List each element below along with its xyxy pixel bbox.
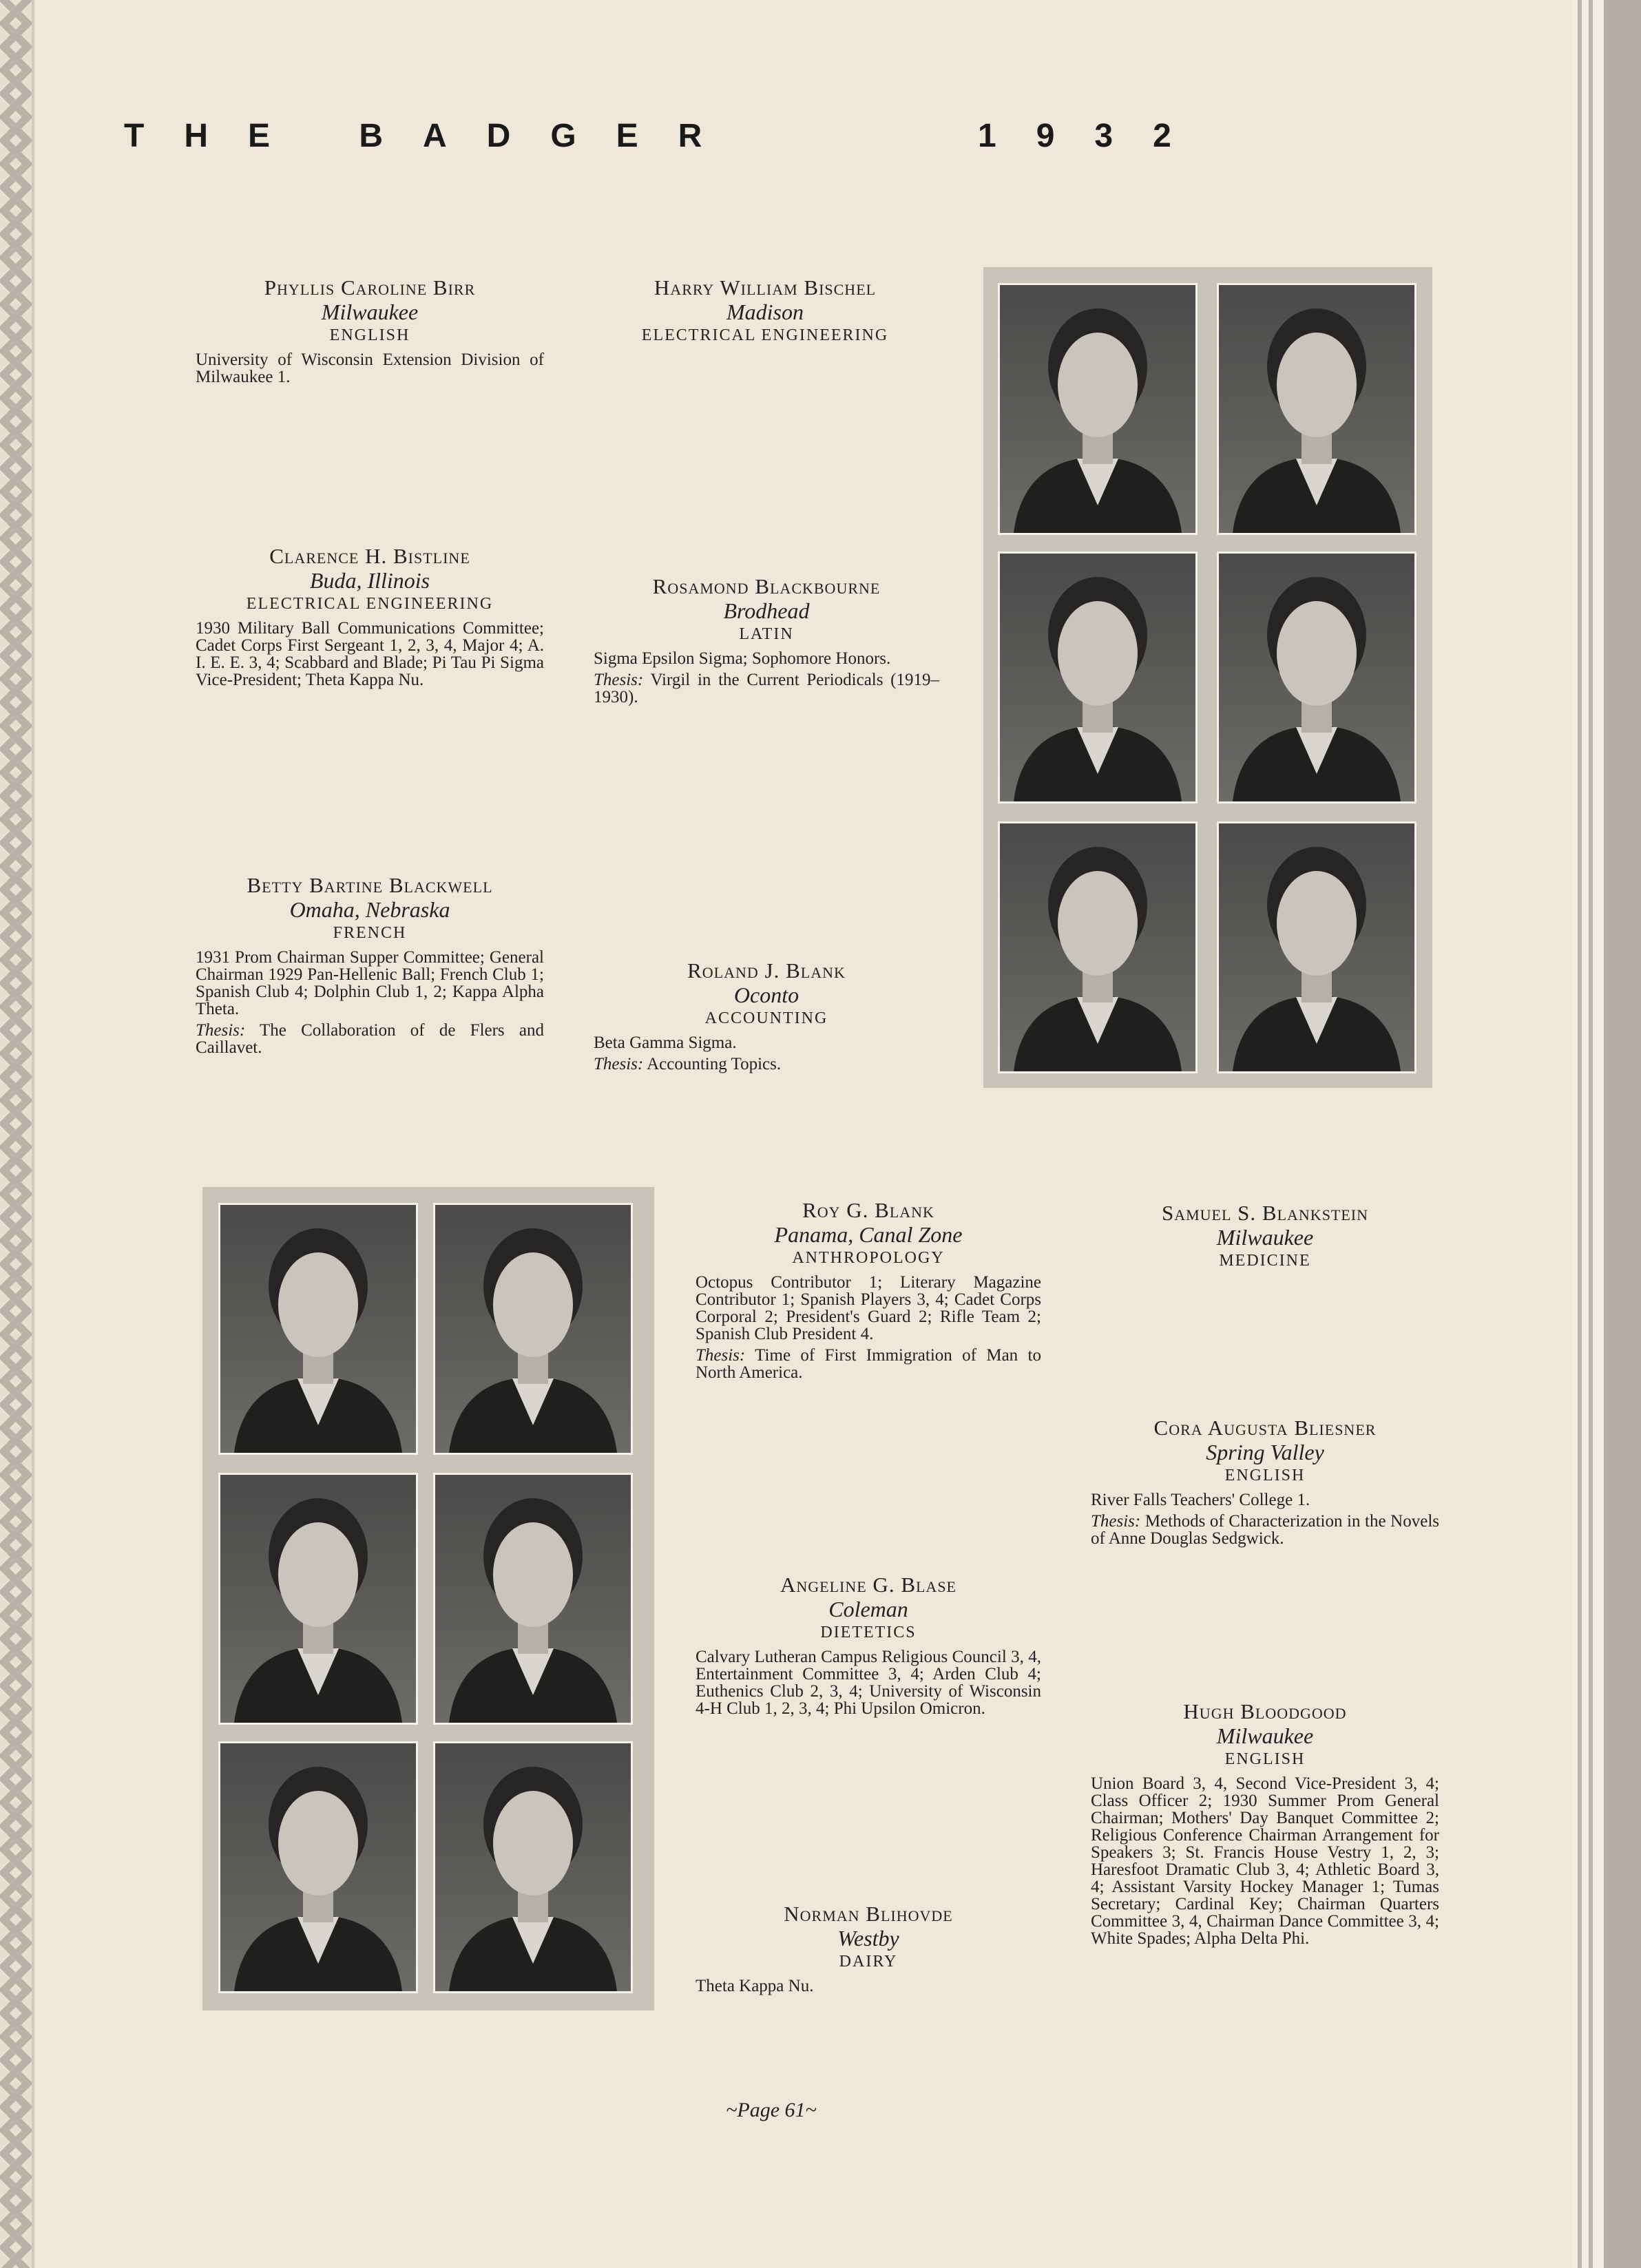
page-header — [124, 117, 1226, 165]
student-name: Cora Augusta Bliesner — [1153, 1416, 1377, 1440]
student-entry-bischel — [591, 275, 939, 351]
portrait-photo-bliesner — [220, 1475, 416, 1723]
student-course: ANTHROPOLOGY — [792, 1249, 945, 1267]
portrait-face — [1277, 871, 1357, 976]
student-course: DIETETICS — [820, 1624, 917, 1641]
decorative-right-border — [1572, 0, 1641, 2268]
thesis-label: Thesis: — [1091, 1512, 1141, 1531]
thesis-text: Virgil in the Current Periodicals (1919–1930). — [594, 671, 939, 706]
thesis-text: The Collaboration of de Flers and Caillavet. — [196, 1021, 544, 1057]
portrait-silhouette — [220, 1475, 416, 1723]
portrait-face — [1277, 601, 1357, 706]
student-course: LATIN — [739, 625, 794, 643]
student-name: Harry William Bischel — [654, 275, 877, 300]
portrait-face — [1058, 871, 1138, 976]
student-hometown: Oconto — [733, 983, 799, 1007]
student-name: Angeline G. Blase — [780, 1573, 957, 1597]
portrait-face — [278, 1522, 358, 1627]
portrait-face — [1058, 333, 1138, 437]
portrait-silhouette — [220, 1205, 416, 1453]
thesis-text: Time of First Immigration of Man to North America. — [696, 1346, 1041, 1382]
student-entry-blankstein — [1091, 1201, 1439, 1277]
portrait-face — [1277, 333, 1357, 437]
student-hometown: Madison — [727, 300, 804, 324]
portrait-photo-bistline — [1000, 554, 1195, 801]
portrait-silhouette — [1219, 554, 1414, 801]
thesis-label: Thesis: — [696, 1346, 746, 1365]
student-entry-bistline — [196, 544, 544, 689]
student-entry-roland-blank — [594, 958, 939, 1073]
student-course: ACCOUNTING — [704, 1009, 828, 1027]
thesis-text: Accounting Topics. — [647, 1055, 782, 1073]
student-hometown: Coleman — [828, 1597, 908, 1621]
portrait-silhouette — [435, 1743, 631, 1991]
yearbook-year: 1932 — [978, 118, 1211, 154]
student-course: ENGLISH — [1224, 1467, 1306, 1484]
student-hometown: Omaha, Nebraska — [289, 897, 450, 922]
portrait-photo-blihovde — [435, 1743, 631, 1991]
student-thesis — [696, 1347, 1041, 1381]
student-name: Rosamond Blackbourne — [652, 574, 881, 598]
portrait-face — [493, 1791, 573, 1896]
decorative-left-border — [0, 0, 34, 2268]
portrait-panel-top — [983, 267, 1432, 1088]
student-name: Clarence H. Bistline — [269, 544, 470, 568]
yearbook-title: THE BADGER — [124, 118, 742, 154]
portrait-silhouette — [1000, 554, 1195, 801]
student-hometown: Panama, Canal Zone — [774, 1222, 963, 1247]
student-entry-roy-blank — [696, 1198, 1041, 1381]
student-hometown: Milwaukee — [321, 300, 419, 324]
student-entry-blase — [696, 1573, 1041, 1717]
student-hometown: Spring Valley — [1206, 1440, 1324, 1464]
page-number: ~Page 61~ — [726, 2099, 817, 2121]
student-name: Roland J. Blank — [687, 958, 846, 983]
student-activities: Beta Gamma Sigma. — [594, 1033, 737, 1052]
portrait-photo-blackbourne — [1219, 554, 1414, 801]
student-entry-blihovde — [696, 1902, 1041, 1995]
portrait-silhouette — [1219, 285, 1414, 533]
portrait-silhouette — [435, 1205, 631, 1453]
portrait-face — [1058, 601, 1138, 706]
student-hometown: Buda, Illinois — [309, 568, 430, 593]
portrait-photo-bloodgood — [220, 1743, 416, 1991]
student-activities: Union Board 3, 4, Second Vice-President 3, 4; Class Officer 2; 1930 Summer Prom General Chairman; Mothers' Day Banquet Committee 2; Religious Conference Chairman Arrangement for Speakers 3; St. Francis House Vestry 1, 2, 3; Haresfoot Dramatic Club 3, 4; Athletic Board 3, 4; Assistant Varsity Hockey Manager 1; Tumas Secretary; Cardinal Key; Chairman Quarters Committee 3, 4, Chairman Dance Committee 3, 4; White Spades; Alpha Delta Phi. — [1091, 1774, 1439, 1948]
student-entry-birr — [196, 275, 544, 386]
student-course: ENGLISH — [329, 326, 410, 344]
student-activities: Calvary Lutheran Campus Religious Council 3, 4, Entertainment Committee 3, 4; Arden Club 4; Euthenics Club 2, 3, 4; University of Wisconsin 4-H Club 1, 2, 3, 4; Phi Upsilon Omicron. — [696, 1648, 1041, 1718]
student-course: ENGLISH — [1224, 1750, 1306, 1768]
portrait-face — [278, 1252, 358, 1357]
student-thesis — [594, 671, 939, 706]
student-hometown: Westby — [837, 1926, 899, 1951]
student-course: DAIRY — [839, 1953, 898, 1971]
student-name: Hugh Bloodgood — [1183, 1699, 1347, 1723]
portrait-silhouette — [220, 1743, 416, 1991]
student-name: Roy G. Blank — [802, 1198, 934, 1222]
student-course: ELECTRICAL ENGINEERING — [641, 326, 889, 344]
portrait-silhouette — [1000, 285, 1195, 533]
student-course: MEDICINE — [1219, 1252, 1311, 1270]
portrait-face — [278, 1791, 358, 1896]
student-name: Samuel S. Blankstein — [1161, 1201, 1369, 1225]
portrait-photo-blase — [435, 1475, 631, 1723]
portrait-face — [493, 1522, 573, 1627]
student-name: Phyllis Caroline Birr — [264, 275, 476, 300]
portrait-photo-roland-blank — [1219, 823, 1414, 1071]
student-course: ELECTRICAL ENGINEERING — [246, 595, 494, 613]
student-entry-bliesner — [1091, 1416, 1439, 1547]
student-hometown: Brodhead — [723, 598, 810, 623]
student-hometown: Milwaukee — [1216, 1723, 1314, 1748]
portrait-photo-blackwell — [1000, 823, 1195, 1071]
portrait-silhouette — [435, 1475, 631, 1723]
portrait-photo-roy-blank — [220, 1205, 416, 1453]
portrait-photo-bischel — [1219, 285, 1414, 533]
portrait-silhouette — [1219, 823, 1414, 1071]
student-activities: 1931 Prom Chairman Supper Committee; General Chairman 1929 Pan-Hellenic Ball; French Club 1; Spanish Club 4; Dolphin Club 1, 2; Kappa Alpha Theta. — [196, 948, 544, 1018]
portrait-face — [493, 1252, 573, 1357]
student-thesis — [1091, 1513, 1439, 1547]
student-activities: Octopus Contributor 1; Literary Magazine Contributor 1; Spanish Players 3, 4; Cadet Corps Corporal 2; President's Guard 2; Rifle Team 2; Spanish Club President 4. — [696, 1273, 1041, 1343]
thesis-label: Thesis: — [594, 671, 644, 689]
student-entry-blackbourne — [594, 574, 939, 706]
student-activities: University of Wisconsin Extension Division of Milwaukee 1. — [196, 350, 544, 386]
student-entry-bloodgood — [1091, 1699, 1439, 1947]
student-activities: River Falls Teachers' College 1. — [1091, 1491, 1310, 1509]
student-thesis — [196, 1022, 544, 1056]
student-activities: Theta Kappa Nu. — [696, 1977, 814, 1995]
portrait-photo-birr — [1000, 285, 1195, 533]
student-hometown: Milwaukee — [1216, 1225, 1314, 1250]
student-course: FRENCH — [333, 924, 407, 942]
student-activities: 1930 Military Ball Communications Committee; Cadet Corps First Sergeant 1, 2, 3, 4, Major 4; A. I. E. E. 3, 4; Scabbard and Blade; Pi Tau Pi Sigma Vice-President; Theta Kappa Nu. — [196, 619, 544, 689]
portrait-panel-bottom — [202, 1187, 654, 2010]
student-name: Betty Bartine Blackwell — [247, 873, 493, 897]
student-activities: Sigma Epsilon Sigma; Sophomore Honors. — [594, 649, 891, 668]
portrait-photo-blankstein — [435, 1205, 631, 1453]
student-entry-blackwell — [196, 873, 544, 1056]
thesis-label: Thesis: — [594, 1055, 644, 1073]
student-name: Norman Blihovde — [784, 1902, 953, 1926]
thesis-label: Thesis: — [196, 1021, 246, 1040]
thesis-text: Methods of Characterization in the Novels of Anne Douglas Sedgwick. — [1091, 1512, 1440, 1548]
portrait-silhouette — [1000, 823, 1195, 1071]
student-thesis — [594, 1056, 939, 1073]
